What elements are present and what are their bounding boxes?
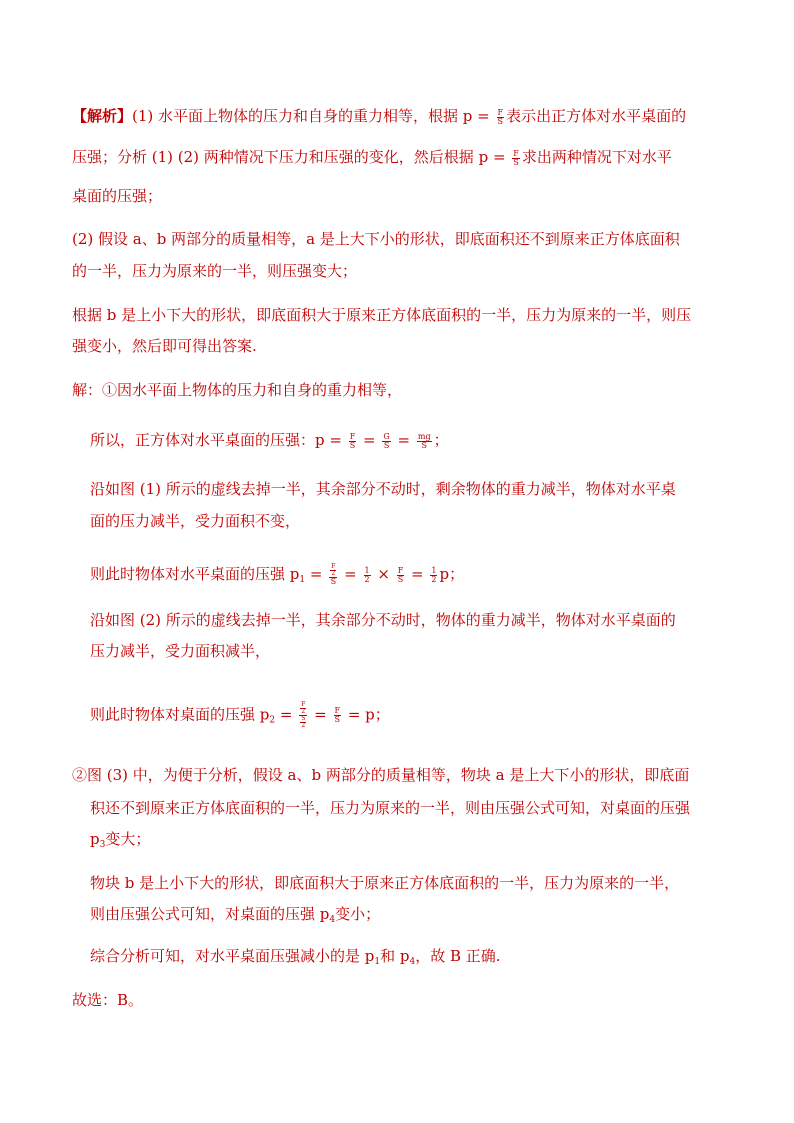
- solution-line-15: 故选：B。: [72, 991, 144, 1009]
- solution-line-10: 积还不到原来正方体底面积的一半，压力为原来的一半，则由压强公式可知，对桌面的压强: [90, 799, 691, 817]
- analysis-line-6: 根据 b 是上小下大的形状，即底面积大于原来正方体底面积的一半，压力为原来的一半，则压: [72, 306, 692, 324]
- fraction-F-over-S: $\frac{F}{S}$: [397, 565, 404, 584]
- solution-line-8: 则此时物体对桌面的压强 $p_2$ = $\frac{\frac{F}{2}}{\frac{S}{2}}$ = $\frac{F}{S}$ = p；: [90, 701, 390, 729]
- solution-line-13: 则由压强公式可知，对桌面的压强 $p_4$变小；: [90, 905, 381, 925]
- analysis-line-5: 的一半，压力为原来的一半，则压强变大；: [72, 262, 358, 280]
- analysis-label: 【解析】: [72, 107, 133, 125]
- fraction-G-over-S: $\frac{G}{S}$: [383, 431, 390, 450]
- solution-line-11: $p_3$变大；: [90, 830, 151, 850]
- solution-line-3: 沿如图 (1) 所示的虚线去掉一半，其余部分不动时，剩余物体的重力减半，物体对水平桌: [90, 480, 676, 498]
- fraction-halfF-over-halfS: $\frac{\frac{F}{2}}{\frac{S}{2}}$: [301, 701, 306, 729]
- fraction-mg-over-S: $\frac{mg}{S}$: [417, 431, 431, 450]
- analysis-line-4: (2) 假设 a、b 两部分的质量相等，a 是上大下小的形状，即底面积还不到原来正方体底面积: [72, 230, 680, 248]
- analysis-line-7: 强变小，然后即可得出答案.: [72, 337, 257, 355]
- fraction-F-over-S: $\frac{F}{S}$: [513, 148, 519, 167]
- solution-line-4: 面的压力减半，受力面积不变，: [90, 512, 301, 530]
- solution-line-2: 所以，正方体对水平桌面的压强：p = $\frac{F}{S}$ = $\frac{G}{S}$ = $\frac{mg}{S}$ ；: [90, 431, 449, 450]
- analysis-line-3: 桌面的压强；: [72, 187, 163, 205]
- solution-line-12: 物块 b 是上小下大的形状，即底面积大于原来正方体底面积的一半，压力为原来的一半，: [90, 874, 680, 892]
- fraction-F-over-S: $\frac{F}{S}$: [497, 107, 504, 126]
- solution-line-6: 沿如图 (2) 所示的虚线去掉一半，其余部分不动时，物体的重力减半，物体对水平桌面的: [90, 611, 676, 629]
- solution-line-1: 解：①因水平面上物体的压力和自身的重力相等，: [72, 381, 403, 399]
- fraction-F-over-S: $\frac{F}{S}$: [349, 431, 356, 450]
- analysis-line-2: 压强；分析 (1) (2) 两种情况下压力和压强的变化，然后根据 p = $\frac{F}{S}$ 求出两种情况下对水平: [72, 148, 672, 167]
- solution-line-14: 综合分析可知，对水平桌面压强减小的是 $p_1$和 $p_4$，故 B 正确.: [90, 947, 501, 967]
- analysis-line-1: 【解析】(1) 水平面上物体的压力和自身的重力相等，根据 p = $\frac{F}{S}$ 表示出正方体对水平桌面的: [72, 107, 687, 126]
- solution-line-9: ②图 (3) 中，为便于分析，假设 a、b 两部分的质量相等，物块 a 是上大下小的形状，即底面: [72, 766, 690, 784]
- fraction-halfF-over-S: $\frac{\frac{F}{2}}{S}$: [330, 563, 337, 586]
- solution-line-7: 压力减半，受力面积减半，: [90, 642, 271, 660]
- solution-line-5: 则此时物体对水平桌面的压强 $p_1$ = $\frac{\frac{F}{2}}{S}$ = $\frac{1}{2}$ × $\frac{F}{S}$ = $\frac{1}{2}$ p；: [90, 563, 465, 586]
- fraction-F-over-S: $\frac{F}{S}$: [334, 706, 341, 724]
- fraction-one-half: $\frac{1}{2}$: [431, 565, 437, 584]
- fraction-one-half: $\frac{1}{2}$: [364, 565, 370, 584]
